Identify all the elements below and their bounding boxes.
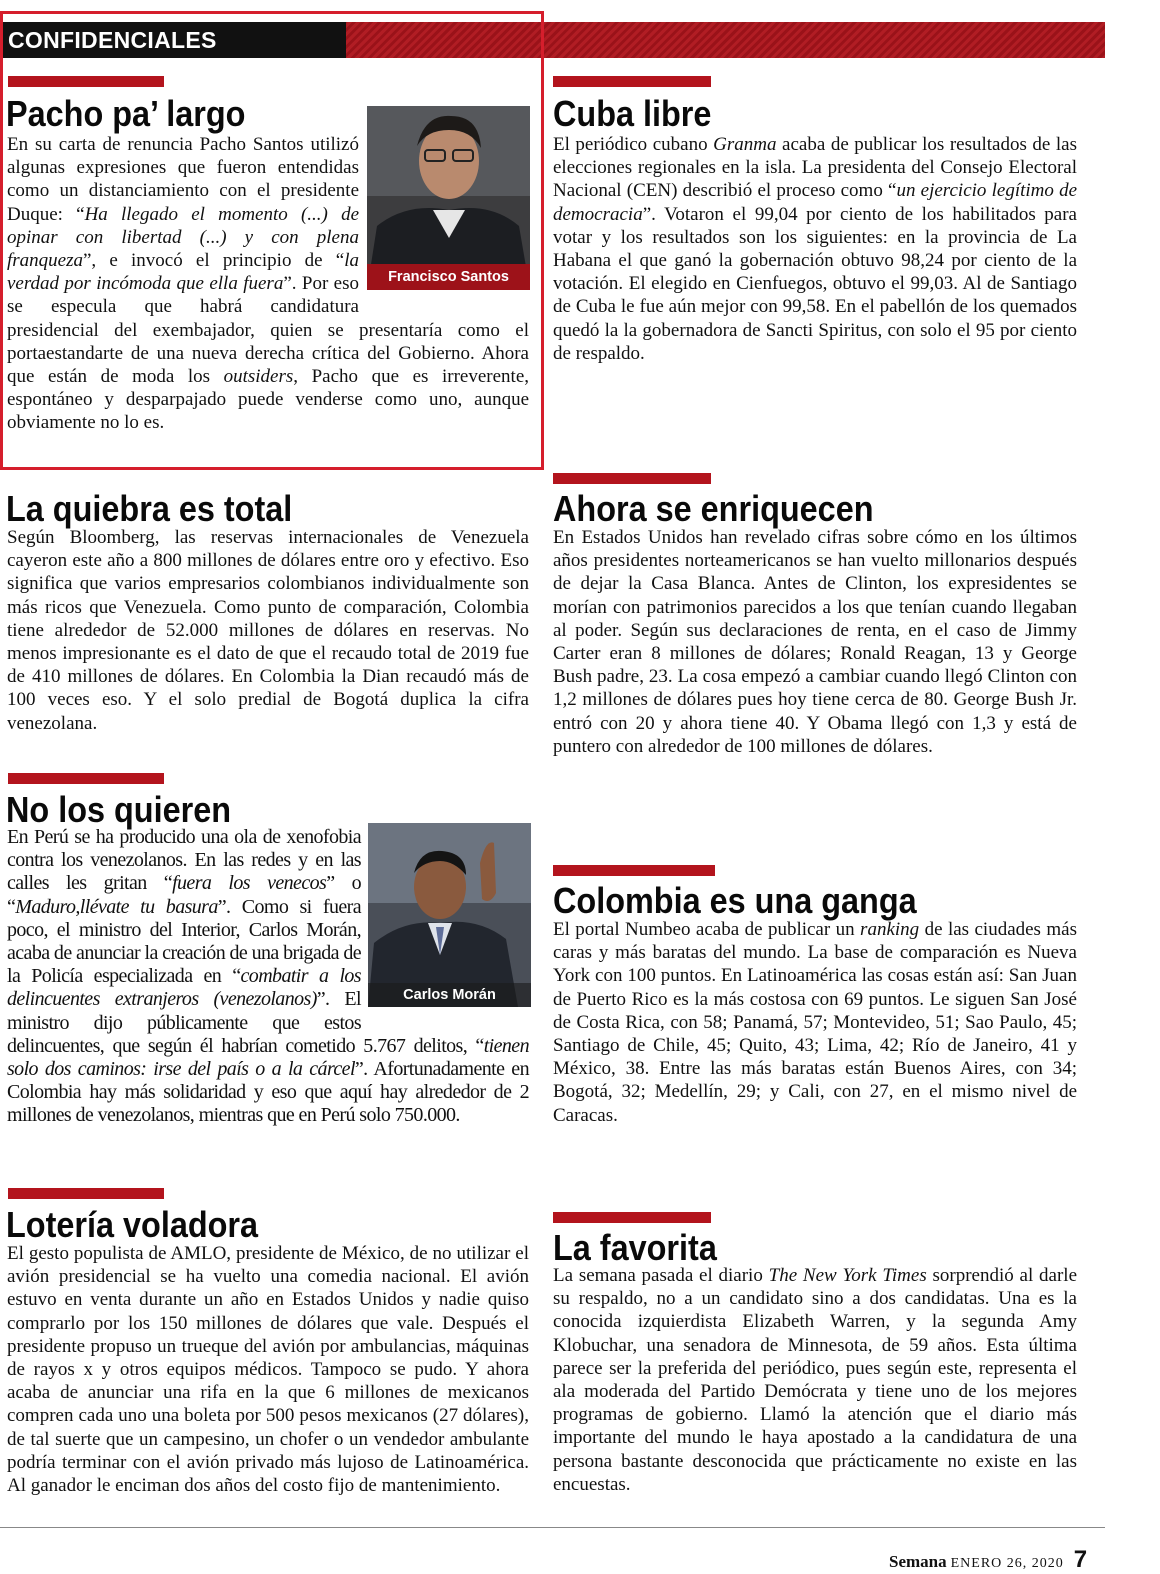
photo-float-spacer — [359, 133, 529, 318]
article-title-cuba: Cuba libre — [553, 93, 712, 134]
text-run: El periódico cubano — [553, 134, 714, 155]
footer-rule — [0, 1527, 1105, 1528]
photo-caption: Francisco Santos — [388, 269, 509, 285]
text-run: El gesto populista de AMLO, presidente de México, de no utilizar el avión presidencial se ha vuelto una comedia nacional. El avión estuvo en venta durante un año en Estados Unidos y nadie quiso comprarlo por los 150 millones de dólares que vale. Después el presidente propuso un trueque del avión por ambulancias, máquinas de rayos x y otros equipos médicos. Tampoco se pudo. Y ahora acaba de anunciar una rifa en la que 6 millones de mexicanos compren cada uno una boleta por 500 pesos mexicanos (27 dólares), de tal suerte que un campesino, un chofer o un vendedor ambulante podría terminar con el avión privado más lujoso de Latinoamérica. Al ganador le enciman dos años del costo fijo de mantenimiento. — [7, 1243, 529, 1497]
article-body-ganga — [553, 918, 1077, 1127]
text-run: En Perú se ha producido una ola de xenofobia contra los venezolanos. En las redes y en las calles les gritan “ — [7, 826, 361, 895]
article-title-quieren: No los quieren — [6, 789, 232, 830]
footer-page-number: 7 — [1073, 1546, 1088, 1573]
italic-text-run: ranking — [860, 919, 920, 940]
article-title-ganga: Colombia es una ganga — [553, 880, 917, 921]
italic-text-run: The New York Times — [768, 1265, 927, 1286]
text-run: ”. Como si fuera poco, el ministro del Interior, Carlos Morán, acaba de anunciar la creación de una brigada de la Policía especializada en “ — [7, 895, 361, 988]
text-run: En Estados Unidos han revelado cifras sobre cómo en los últimos años presidentes norteamericanos se han vuelto millonarios después de dejar la Casa Blanca. Antes de Clinton, los expresidentes se morían con patrimonios parecidos a los que tenían cuando llegaban al poder. Según sus declaraciones de renta, en el caso de Jimmy Carter eran 8 millones de dólares; Ronald Reagan, 13 y George Bush padre, 23. La cosa empezó a cambiar cuando llegó Clinton con 1,2 millones de dólares pues hoy tiene cerca de 80. George Bush Jr. entró con 20 y ahora tiene 40. Y Obama llegó con 1,3 y está de puntero con alrededor de 100 millones de dólares. — [553, 527, 1077, 757]
article-body-quieren — [7, 826, 529, 1128]
article-kicker-bar — [8, 1188, 164, 1199]
italic-text-run: fuera los venecos — [172, 872, 327, 895]
italic-text-run: Granma — [713, 134, 777, 155]
page-footer — [889, 1546, 1087, 1574]
article-title-pacho: Pacho pa’ largo — [6, 93, 246, 134]
italic-text-run: un ejercicio legítimo de democracia — [553, 180, 1077, 225]
article-title-favorita: La favorita — [553, 1227, 717, 1268]
article-body-favorita — [553, 1264, 1077, 1496]
text-run: ”, e invocó el principio de “ — [83, 250, 345, 272]
text-run: sorprendió al darle su respaldo, no a un candidato sino a dos candidatas. Una es la conocida izquierdista Elizabeth Warren, y la segunda Amy Klobuchar, una senadora de Minnesota, de 59 años. Esta última parece ser la preferida del periódico, pues según este, representa el ala moderada del Partido Demócrata y tiene uno de los mejores programas de gobierno. Llamó la atención que el diario más importante del mundo le haya apostado a la candidatura de una persona bastante desconocida que prácticamente no existe en las encuestas. — [553, 1265, 1078, 1495]
text-run: El portal Numbeo acaba de publicar un — [553, 919, 861, 940]
italic-text-run: la verdad por incómoda que ella fuera — [7, 250, 359, 295]
article-body-enriquecen — [553, 526, 1077, 758]
photo-caption: Carlos Morán — [403, 987, 496, 1003]
article-kicker-bar — [553, 865, 715, 876]
footer-date: ENERO 26, 2020 — [950, 1556, 1064, 1571]
text-run: , Pacho que es irreverente, espontáneo y desparpajado puede venderse como uno, aunque obviamente no lo es. — [7, 366, 530, 434]
article-kicker-bar — [553, 1212, 711, 1223]
italic-text-run: outsiders — [223, 366, 294, 388]
text-run: La semana pasada el diario — [553, 1265, 769, 1286]
italic-text-run: combatir a los delincuentes extranjeros (venezolanos) — [7, 965, 361, 1011]
photo-float-spacer — [361, 826, 529, 1012]
article-title-loteria: Lotería voladora — [6, 1204, 259, 1245]
text-run: ” o “ — [7, 872, 362, 918]
text-run: acaba de publicar los resultados de las elecciones regionales en la isla. La presidenta del Consejo Electoral Nacional (CEN) describió el proceso como “ — [553, 134, 1077, 202]
text-run: ”. Afortunadamente en Colombia hay más solidaridad y eso que aquí hay alrededor de 2 millones de venezolanos, mientras que en Perú solo 750.000. — [7, 1058, 529, 1127]
article-kicker-bar — [553, 473, 711, 484]
article-body-loteria — [7, 1242, 529, 1497]
article-kicker-bar — [8, 773, 164, 784]
text-run: En su carta de renuncia Pacho Santos utilizó algunas expresiones que fueron entendidas como un distanciamiento con el presidente Duque: “ — [7, 134, 359, 225]
italic-text-run: Maduro,llévate tu basura — [15, 895, 218, 918]
text-run: ”. Por eso se especula que habrá candidatura presidencial del exembajador, quien se presentaría como el portaestandarte de una nueva derecha crítica del Gobierno. Ahora que están de moda los — [7, 273, 529, 388]
text-run: ”. El ministro dijo públicamente que estos delincuentes, que según él habrían cometido 5.767 delitos, “ — [7, 988, 484, 1057]
article-title-enriquecen: Ahora se enriquecen — [553, 488, 874, 529]
article-kicker-bar — [553, 76, 711, 87]
section-label: CONFIDENCIALES — [0, 22, 346, 58]
article-body-cuba — [553, 133, 1077, 365]
italic-text-run: Ha llegado el momento (...) de opinar con libertad (...) y con plena franqueza — [7, 203, 359, 272]
article-kicker-bar — [8, 76, 164, 87]
text-run: de las ciudades más caras y más baratas del mundo. La base de comparación es Nueva York con 100 puntos. En Latinoamérica las cosas están así: San Juan de Puerto Rico es la más costosa con 69 puntos. Le siguen San José de Costa Rica, con 58; Panamá, 57; Montevideo, 51; Sao Paulo, 45; Santiago de Chile, 45; Quito, 43; Lima, 42; Río de Janeiro, 41 y México, 38. Entre las más baratas están Buenos Aires, con 34; Bogotá, 32; Medellín, 29; y Cali, con 27, en el mismo nivel de Caracas. — [553, 919, 1077, 1126]
text-run: ”. Votaron el 99,04 por ciento de los habilitados para votar y los resultados son los siguientes: en la provincia de La Habana el que ganó la gobernación obtuvo 98,24 por ciento de la votación. El elegido en Cienfuegos, obtuvo el 99,03. Al de Santiago de Cuba le fue aún mejor con 99,58. En el pabellón de los quemados quedó la la gobernadora de Sancti Spiritus, con solo el 95 por ciento de respaldo. — [553, 203, 1077, 364]
footer-brand: Semana — [889, 1552, 947, 1571]
article-title-quiebra: La quiebra es total — [6, 488, 293, 529]
italic-text-run: tienen solo dos caminos: irse del país o a la cárcel — [7, 1034, 529, 1081]
article-body-pacho — [7, 133, 529, 435]
text-run: Según Bloomberg, las reservas internacionales de Venezuela cayeron este año a 800 millones de dólares entre oro y efectivo. Eso significa que varios empresarios colombianos individualmente son más ricos que Venezuela. Como punto de comparación, Colombia tiene alrededor de 52.000 millones de dólares en reservas. No menos impresionante es el dato de que el recaudo total de 2019 fue de 410 millones de dólares. En Colombia la Dian recaudó más de 100 veces eso. Y el solo predial de Bogotá duplica la cifra venezolana. — [7, 527, 529, 734]
article-body-quiebra — [7, 526, 529, 735]
